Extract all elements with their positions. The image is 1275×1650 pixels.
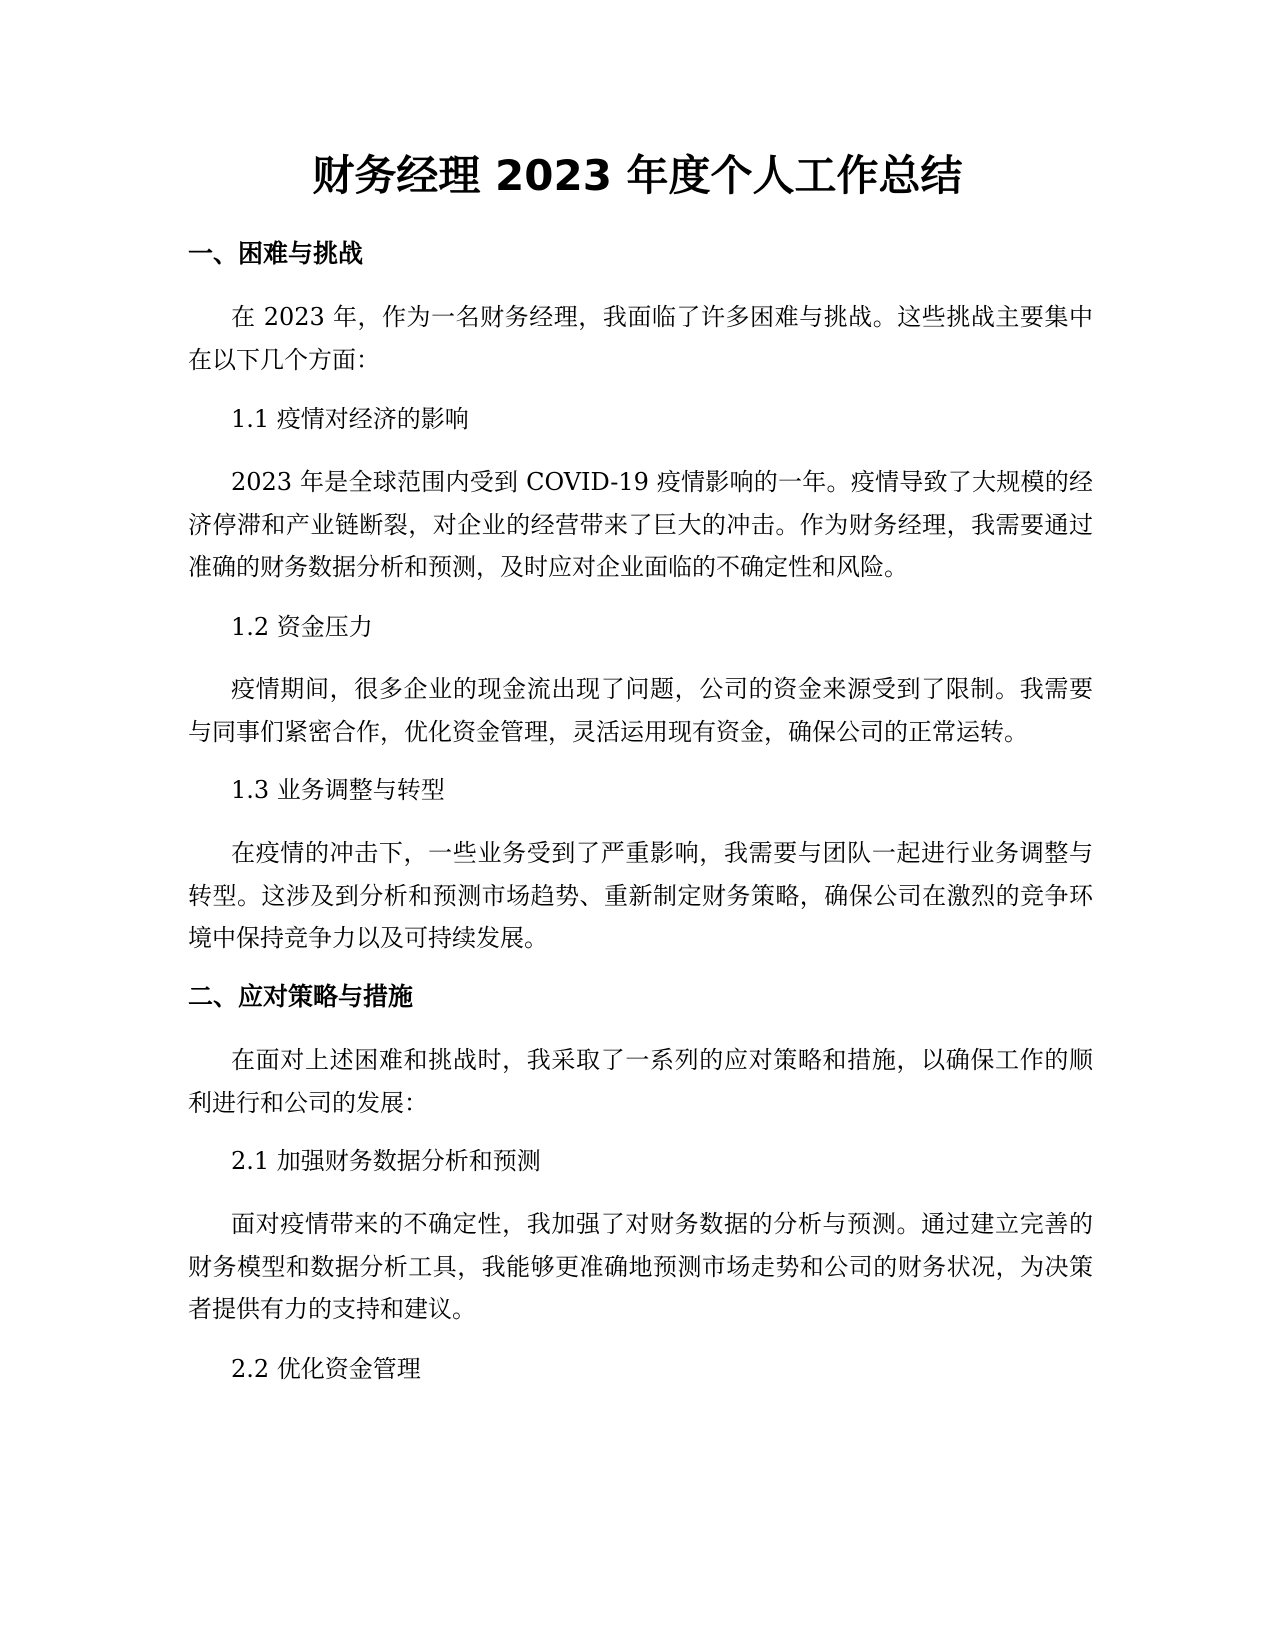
section-heading-1: 一、困难与挑战	[188, 239, 364, 268]
subsection-text-1-3: 在疫情的冲击下，一些业务受到了严重影响，我需要与团队一起进行业务调整与转型。这涉及到分析和预测市场趋势、重新制定财务策略，确保公司在激烈的竞争环境中保持竞争力以及可持续发展。	[188, 839, 1093, 952]
subsection-title-2-1: 2.1 加强财务数据分析和预测	[231, 1147, 541, 1175]
section-2-intro: 在面对上述困难和挑战时，我采取了一系列的应对策略和措施，以确保工作的顺利进行和公司的发展：	[188, 1046, 1093, 1117]
subsection-text-1-1: 2023 年是全球范围内受到 COVID-19 疫情影响的一年。疫情导致了大规模的经济停滞和产业链断裂，对企业的经营带来了巨大的冲击。作为财务经理，我需要通过准确的财务数据分析和预测，及时应对企业面临的不确定性和风险。	[188, 468, 1093, 581]
subsection-title-1-2: 1.2 资金压力	[231, 613, 373, 641]
section-heading-2: 二、应对策略与措施	[188, 982, 414, 1011]
section-1-intro: 在 2023 年，作为一名财务经理，我面临了许多困难与挑战。这些挑战主要集中在以下几个方面：	[188, 303, 1093, 374]
document-title: 财务经理 2023 年度个人工作总结	[312, 151, 963, 200]
subsection-title-1-3: 1.3 业务调整与转型	[231, 776, 445, 804]
subsection-title-1-1: 1.1 疫情对经济的影响	[231, 405, 469, 433]
subsection-title-2-2: 2.2 优化资金管理	[231, 1355, 421, 1383]
subsection-text-2-1: 面对疫情带来的不确定性，我加强了对财务数据的分析与预测。通过建立完善的财务模型和数据分析工具，我能够更准确地预测市场走势和公司的财务状况，为决策者提供有力的支持和建议。	[188, 1210, 1093, 1323]
subsection-text-1-2: 疫情期间，很多企业的现金流出现了问题，公司的资金来源受到了限制。我需要与同事们紧密合作，优化资金管理，灵活运用现有资金，确保公司的正常运转。	[188, 675, 1093, 746]
